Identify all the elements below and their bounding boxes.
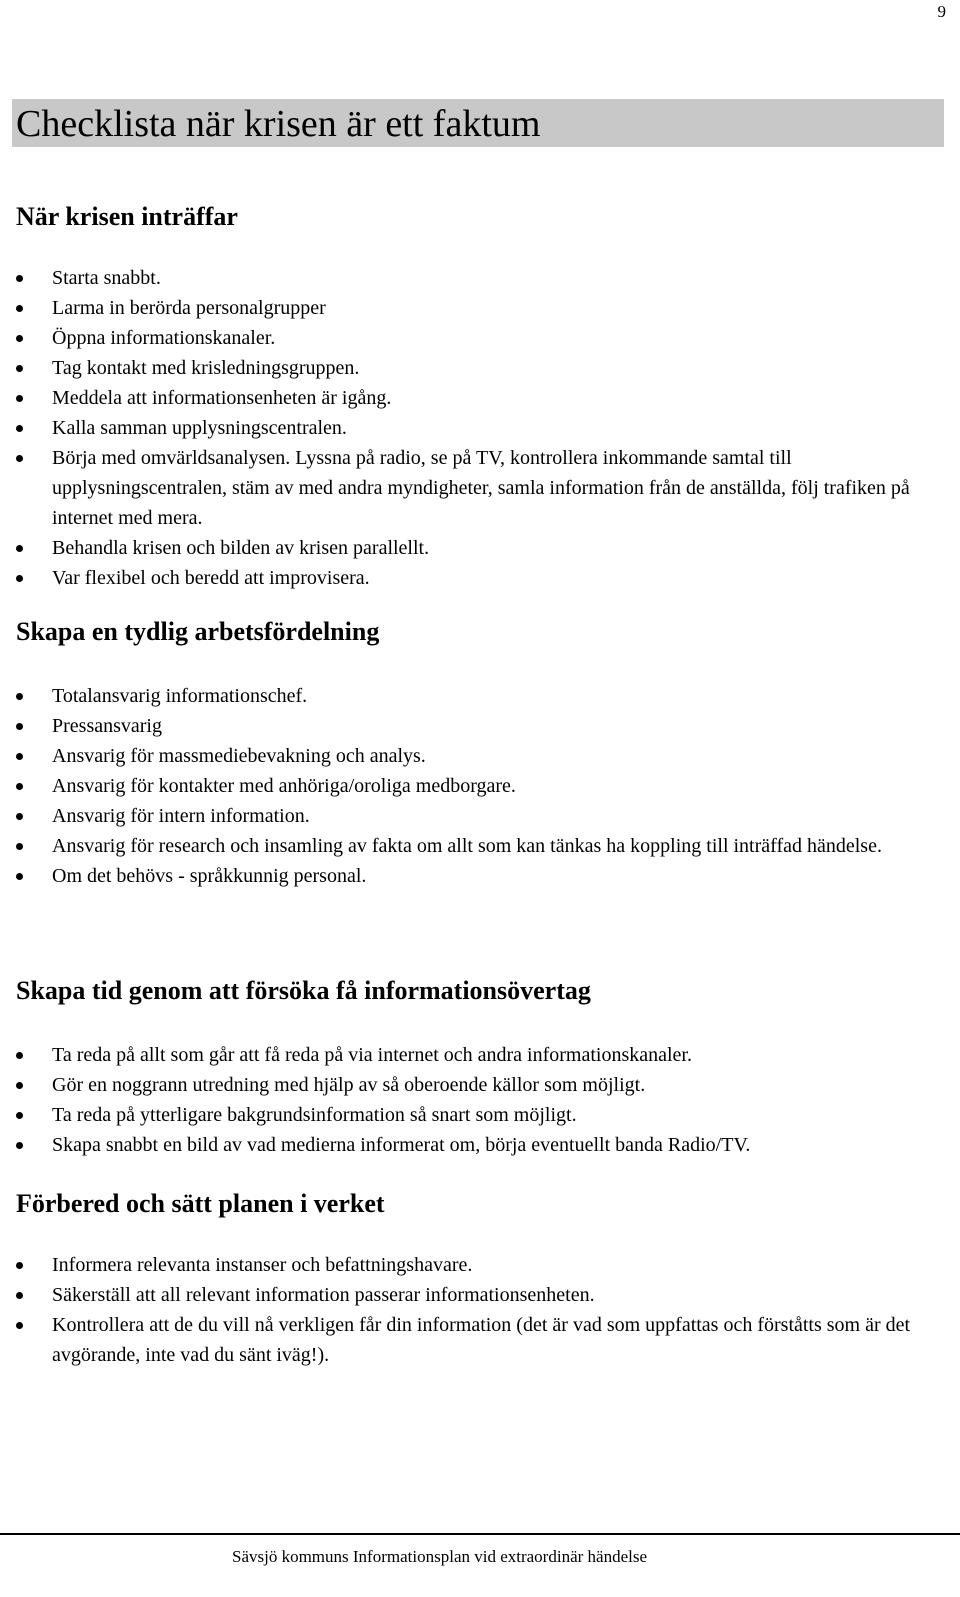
list-item: Pressansvarig [0, 711, 930, 741]
list-item: Informera relevanta instanser och befattningshavare. [0, 1250, 930, 1280]
list-item: Larma in berörda personalgrupper [0, 293, 930, 323]
list-item: Ta reda på allt som går att få reda på via internet och andra informationskanaler. [0, 1040, 930, 1070]
list-item: Kontrollera att de du vill nå verkligen får din information (det är vad som uppfattas och förståtts som är det avgörande, inte vad du sänt iväg!). [0, 1310, 930, 1370]
checklist-nar-krisen-intraffar [0, 263, 930, 593]
list-item: Ansvarig för intern information. [0, 801, 930, 831]
section-heading-forbered-planen: Förbered och sätt planen i verket [16, 1189, 385, 1218]
list-item: Ansvarig för massmediebevakning och analys. [0, 741, 930, 771]
list-item: Säkerställ att all relevant information passerar informationsenheten. [0, 1280, 930, 1310]
list-item: Meddela att informationsenheten är igång. [0, 383, 930, 413]
list-item: Skapa snabbt en bild av vad medierna informerat om, börja eventuellt banda Radio/TV. [0, 1130, 930, 1160]
section-heading-arbetsfordelning: Skapa en tydlig arbetsfördelning [16, 617, 380, 646]
list-item: Ta reda på ytterligare bakgrundsinformation så snart som möjligt. [0, 1100, 930, 1130]
list-item: Öppna informationskanaler. [0, 323, 930, 353]
list-item: Starta snabbt. [0, 263, 930, 293]
list-item: Om det behövs - språkkunnig personal. [0, 861, 930, 891]
footer-text: Sävsjö kommuns Informationsplan vid extraordinär händelse [232, 1547, 647, 1566]
list-item: Ansvarig för research och insamling av fakta om allt som kan tänkas ha koppling till inträffad händelse. [0, 831, 930, 861]
footer-rule [0, 1533, 960, 1535]
list-item: Gör en noggrann utredning med hjälp av så oberoende källor som möjligt. [0, 1070, 930, 1100]
list-item: Kalla samman upplysningscentralen. [0, 413, 930, 443]
list-item: Börja med omvärldsanalysen. Lyssna på radio, se på TV, kontrollera inkommande samtal till upplysningscentralen, stäm av med andra myndigheter, samla information från de anställda, följ trafiken på internet med mera. [0, 443, 930, 533]
section-heading-nar-krisen-intraffar: När krisen inträffar [16, 202, 238, 231]
page-number: 9 [937, 2, 946, 21]
section-heading-informationsovertag: Skapa tid genom att försöka få informationsövertag [16, 976, 591, 1005]
list-item: Behandla krisen och bilden av krisen parallellt. [0, 533, 930, 563]
checklist-arbetsfordelning [0, 681, 930, 891]
checklist-forbered-planen [0, 1250, 930, 1370]
list-item: Tag kontakt med krisledningsgruppen. [0, 353, 930, 383]
page-title: Checklista när krisen är ett faktum [16, 103, 541, 145]
checklist-informationsovertag [0, 1040, 930, 1160]
list-item: Ansvarig för kontakter med anhöriga/oroliga medborgare. [0, 771, 930, 801]
list-item: Var flexibel och beredd att improvisera. [0, 563, 930, 593]
list-item: Totalansvarig informationschef. [0, 681, 930, 711]
